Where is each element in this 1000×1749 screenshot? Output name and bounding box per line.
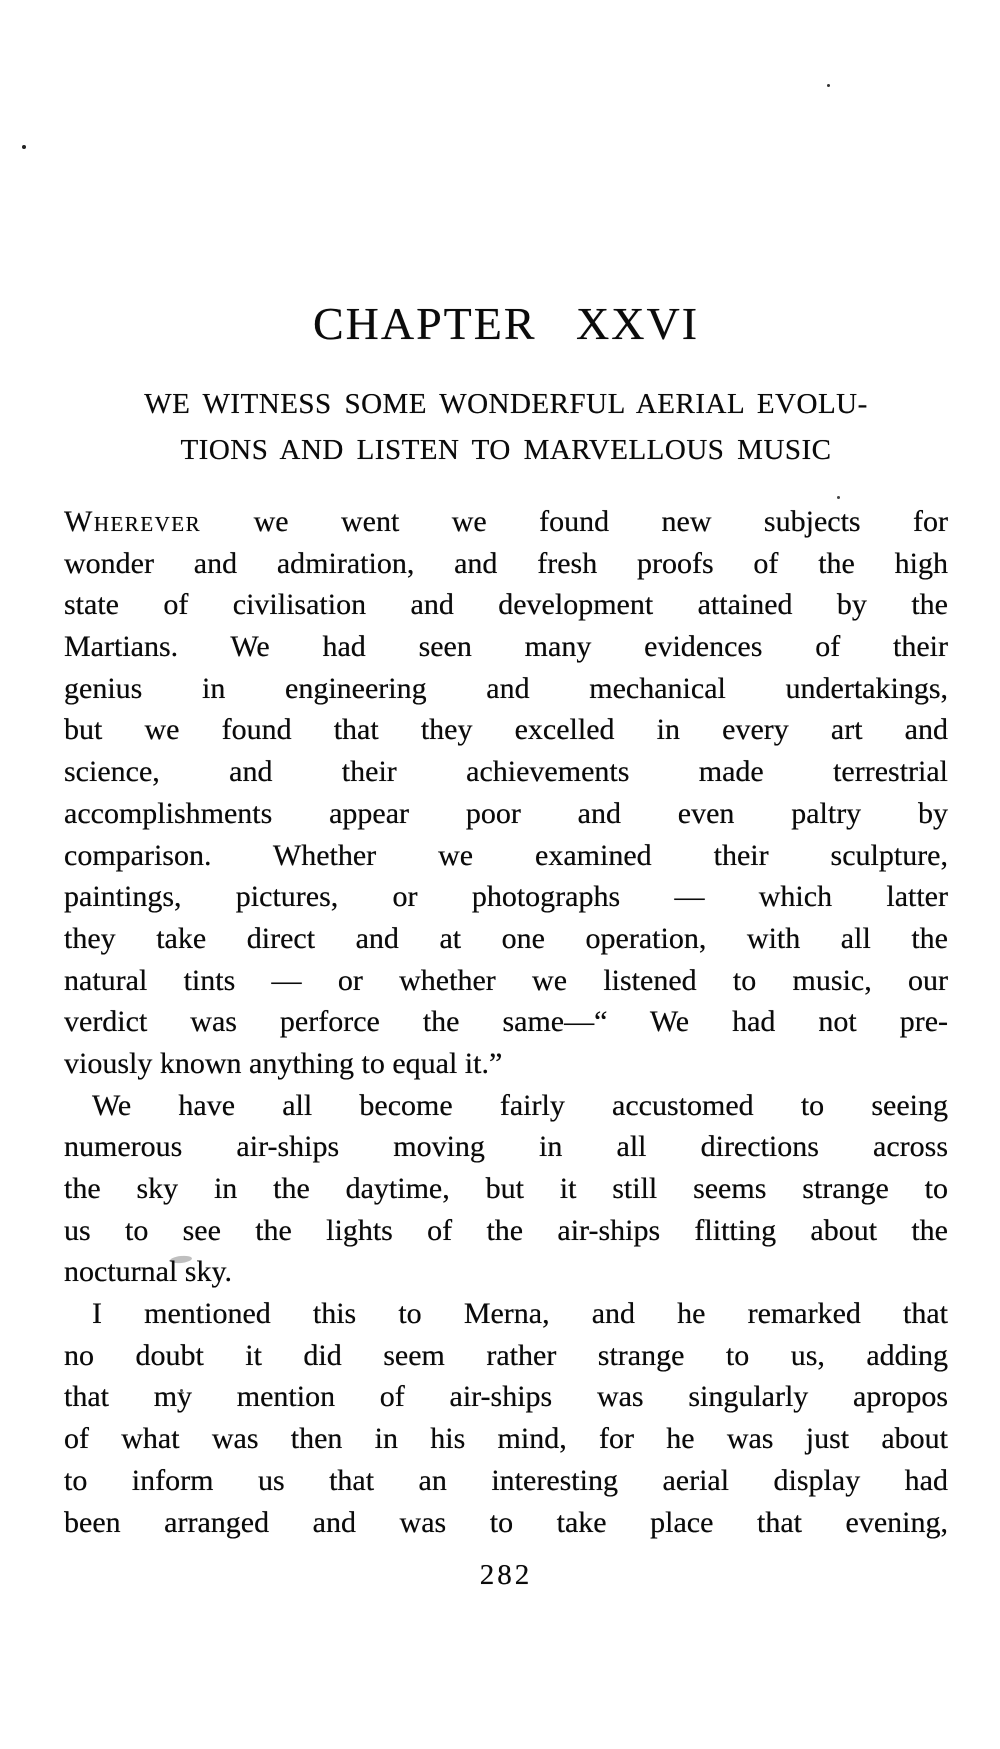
text-line: that my mention of air-ships was singularly apropos: [64, 1380, 948, 1414]
text-line: comparison. Whether we examined their sculpture,: [64, 838, 948, 872]
text-line: Martians. We had seen many evidences of their: [64, 630, 948, 664]
paragraph-lead-word: Wherever: [64, 505, 202, 538]
text-line: viously known anything to equal it.”: [64, 1046, 503, 1080]
text-line: We have all become fairly accustomed to seeing: [92, 1088, 948, 1122]
text-line: paintings, pictures, or photographs — which latter: [64, 880, 948, 914]
text-line: they take direct and at one operation, with all the: [64, 921, 948, 955]
ink-speck: [827, 84, 830, 87]
text-line: natural tints — or whether we listened to music, our: [64, 963, 948, 997]
text-line: verdict was perforce the same—“ We had not pre-: [64, 1005, 948, 1039]
text-line: I mentioned this to Merna, and he remarked that: [92, 1297, 948, 1331]
text-line: but we found that they excelled in every art and: [64, 713, 948, 747]
chapter-subtitle: [58, 381, 954, 473]
chapter-subtitle-line-2: TIONS AND LISTEN TO MARVELLOUS MUSIC: [180, 434, 832, 466]
text-line: science, and their achievements made terrestrial: [64, 755, 948, 789]
text-line: of what was then in his mind, for he was just about: [64, 1422, 948, 1456]
text-line: us to see the lights of the air-ships flitting about the: [64, 1213, 948, 1247]
text-line: numerous air-ships moving in all directions across: [64, 1130, 948, 1164]
text-line: no doubt it did seem rather strange to us, adding: [64, 1338, 948, 1372]
page-number: 282: [479, 1559, 533, 1591]
text-line: been arranged and was to take place that evening,: [64, 1505, 948, 1539]
ink-speck: [837, 496, 840, 499]
ink-speck: [22, 145, 26, 149]
text-line: nocturnal sky.: [64, 1255, 233, 1289]
text-line: Wherever we went we found new subjects for: [64, 505, 948, 538]
chapter-heading: CHAPTER XXVI: [312, 298, 700, 349]
chapter-subtitle-line-1: WE WITNESS SOME WONDERFUL AERIAL EVOLU-: [144, 388, 868, 420]
text-line: wonder and admiration, and fresh proofs of the high: [64, 546, 948, 580]
text-line: accomplishments appear poor and even paltry by: [64, 796, 948, 830]
text-line: to inform us that an interesting aerial display had: [64, 1463, 948, 1497]
text-line: state of civilisation and development attained by the: [64, 588, 948, 622]
text-line: the sky in the daytime, but it still seems strange to: [64, 1172, 948, 1205]
body-text-block: [64, 501, 948, 1543]
text-line: genius in engineering and mechanical undertakings,: [64, 671, 948, 705]
